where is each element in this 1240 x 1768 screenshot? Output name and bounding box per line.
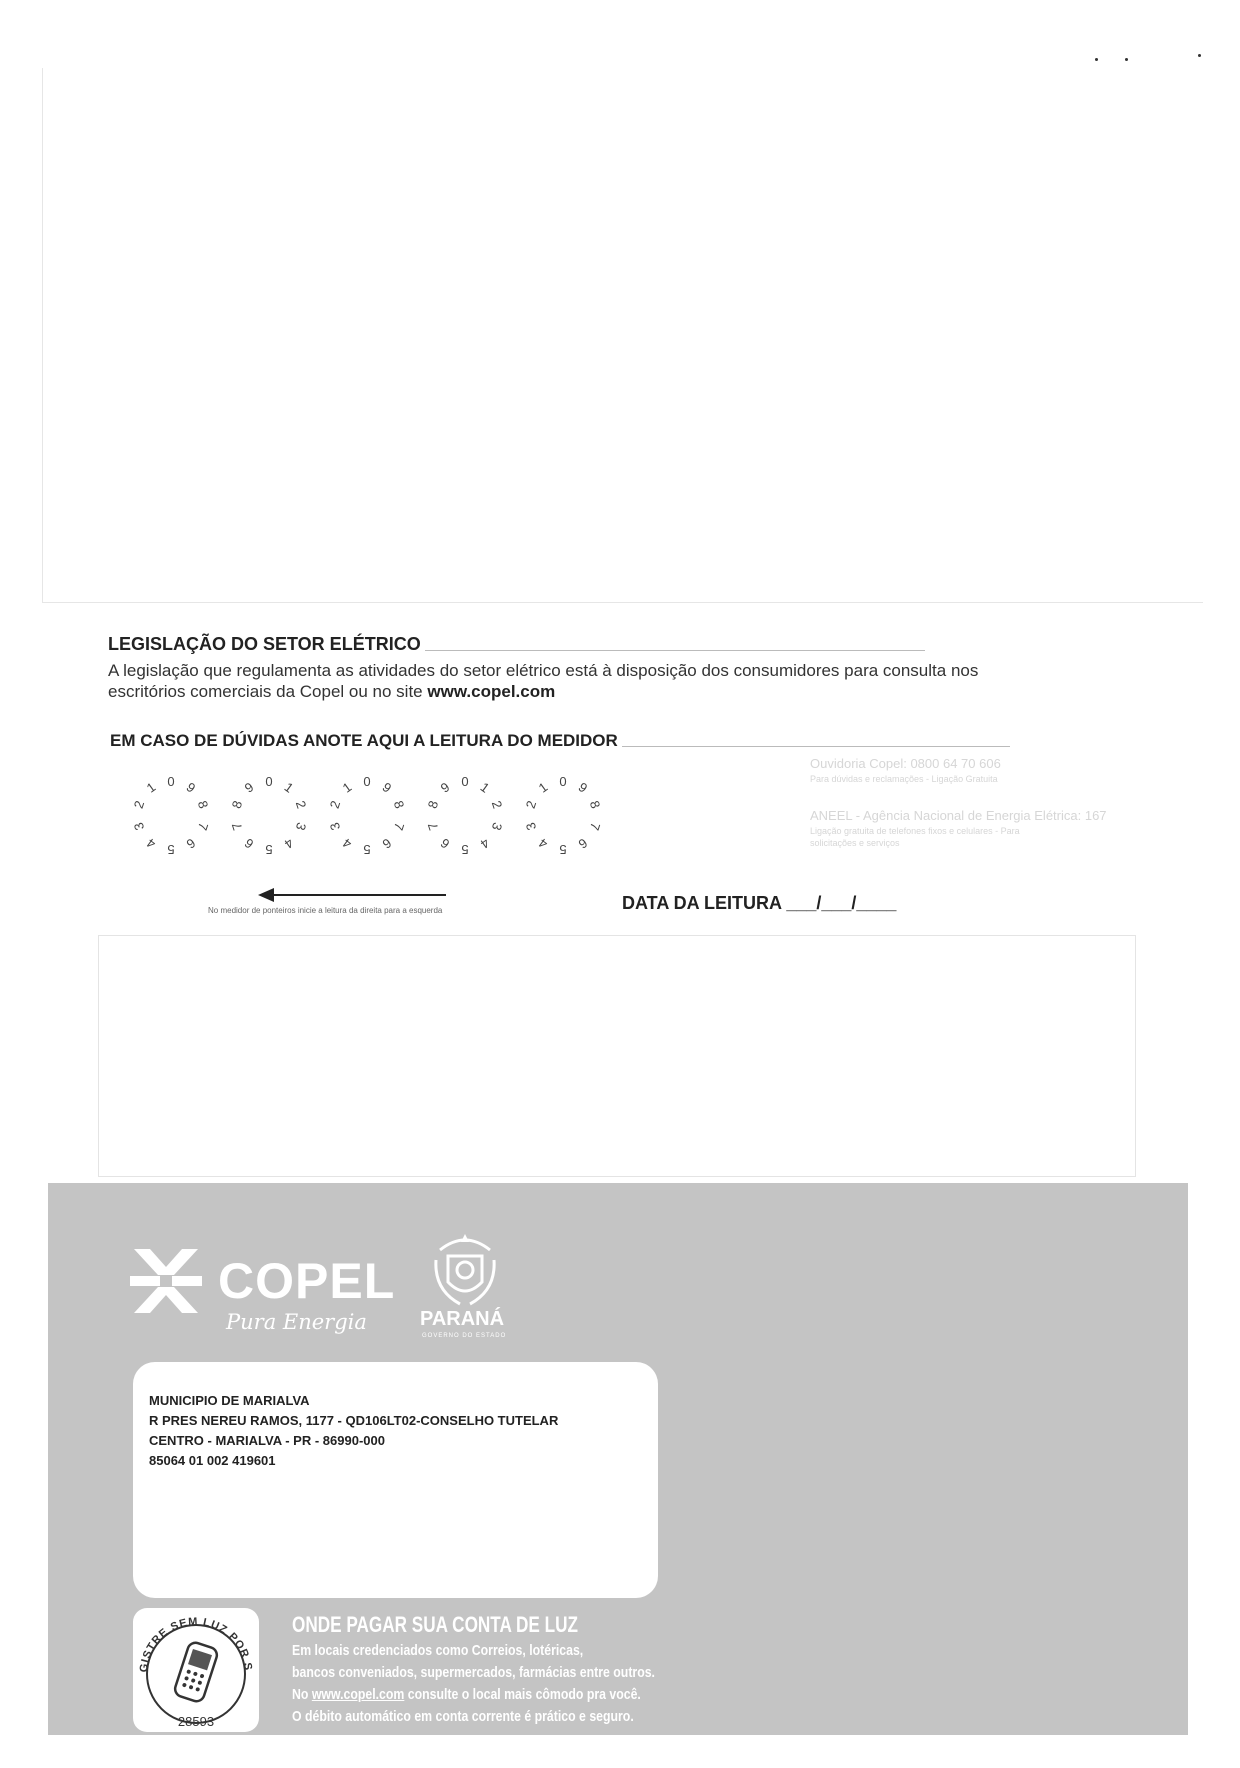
blank-message-box (98, 935, 1136, 1177)
meter-dials (130, 775, 630, 875)
meter-dial-digit: 9 (379, 779, 395, 797)
sms-number: 28593 (177, 1714, 215, 1729)
meter-dial-digit: 8 (587, 799, 604, 811)
blank-print-area (42, 68, 1203, 603)
meter-dial-digit: 9 (437, 779, 453, 797)
meter-dial-digit: 1 (339, 779, 355, 797)
reading-date-blank[interactable]: ___/___/____ (786, 893, 897, 913)
meter-dial-digit: 5 (461, 842, 469, 857)
meter-dial-digit: 6 (437, 834, 453, 852)
onde-pagar-title: ONDE PAGAR SUA CONTA DE LUZ (292, 1612, 579, 1637)
meter-dial-digit: 0 (559, 774, 567, 789)
address-code: 85064 01 002 419601 (149, 1453, 276, 1468)
meter-dial-digit: 9 (183, 779, 199, 797)
meter-dial (424, 775, 506, 857)
aneel-contact-sub: solicitações e serviços (810, 838, 900, 848)
parana-wordmark: PARANÁ (420, 1308, 505, 1330)
meter-dial-digit: 0 (363, 774, 371, 789)
meter-dial-digit: 1 (535, 779, 551, 797)
copel-site-link[interactable]: www.copel.com (427, 682, 556, 701)
arrow-caption: No medidor de ponteiros inicie a leitura da direita para a esquerda (208, 906, 443, 915)
legislacao-title: LEGISLAÇÃO DO SETOR ELÉTRICO (108, 634, 925, 655)
address-window (133, 1362, 658, 1598)
meter-dial-digit: 1 (281, 779, 297, 797)
meter-dial-digit: 0 (461, 774, 469, 789)
meter-dial-digit: 7 (195, 820, 212, 832)
onde-pagar-line: O débito automático em conta corrente é prático e seguro. (292, 1708, 634, 1725)
meter-dial-digit: 4 (339, 834, 355, 852)
meter-dial-digit: 2 (130, 799, 147, 811)
meter-dial-digit: 3 (489, 820, 506, 832)
left-arrow-icon (258, 888, 446, 902)
meter-dial-digit: 3 (522, 820, 539, 832)
meter-dial-digit: 5 (363, 842, 371, 857)
meter-dial-digit: 0 (265, 774, 273, 789)
copel-site-link[interactable]: www.copel.com (311, 1686, 405, 1703)
address-city: CENTRO - MARIALVA - PR - 86990-000 (149, 1433, 385, 1448)
meter-reading-title: EM CASO DE DÚVIDAS ANOTE AQUI A LEITURA DO MEDIDOR (110, 731, 1010, 751)
meter-dial-digit: 4 (477, 834, 493, 852)
copel-tagline: Pura Energia (226, 1310, 367, 1334)
meter-dial-digit: 5 (167, 842, 175, 857)
meter-dial-digit: 5 (559, 842, 567, 857)
sms-badge-text: GISTRE SEM LUZ POR S (137, 1615, 255, 1674)
meter-dial-digit: 7 (391, 820, 408, 832)
meter-dial-digit: 8 (195, 799, 212, 811)
meter-dial-digit: 1 (477, 779, 493, 797)
meter-dial-digit: 6 (379, 834, 395, 852)
ouvidoria-contact: Ouvidoria Copel: 0800 64 70 606 (810, 756, 1001, 771)
meter-dial-digit: 2 (293, 799, 310, 811)
addressee-name: MUNICIPIO DE MARIALVA (149, 1393, 310, 1408)
ouvidoria-contact-sub: Para dúvidas e reclamações - Ligação Gratuita (810, 774, 998, 784)
meter-dial-digit: 6 (575, 834, 591, 852)
onde-pagar-line: No www.copel.com consulte o local mais cômodo pra você. (292, 1686, 641, 1703)
parana-coat-of-arms-icon (430, 1230, 500, 1308)
meter-dial-digit: 3 (130, 820, 147, 832)
phone-icon (133, 1608, 259, 1732)
aneel-contact-sub: Ligação gratuita de telefones fixos e celulares - Para (810, 826, 1020, 836)
meter-dial-digit: 7 (228, 820, 245, 832)
scan-speck (1095, 58, 1098, 61)
meter-dial-digit: 5 (265, 842, 273, 857)
onde-pagar-line: Em locais credenciados como Correios, lotéricas, (292, 1642, 584, 1659)
scan-speck (1125, 58, 1128, 61)
meter-dial-digit: 6 (183, 834, 199, 852)
meter-dial (228, 775, 310, 857)
meter-dial-digit: 1 (143, 779, 159, 797)
address-street: R PRES NEREU RAMOS, 1177 - QD106LT02-CONSELHO TUTELAR (149, 1413, 559, 1428)
meter-dial-digit: 7 (424, 820, 441, 832)
meter-dial-digit: 8 (228, 799, 245, 811)
meter-dial-digit: 4 (143, 834, 159, 852)
scan-speck (1198, 54, 1201, 57)
meter-dial-digit: 2 (326, 799, 343, 811)
meter-dial-digit: 3 (293, 820, 310, 832)
meter-dial-digit: 8 (391, 799, 408, 811)
meter-dial-digit: 8 (424, 799, 441, 811)
aneel-contact: ANEEL - Agência Nacional de Energia Elétrica: 167 (810, 808, 1107, 823)
meter-dial-digit: 3 (326, 820, 343, 832)
legislacao-text: A legislação que regulamenta as atividades do setor elétrico está à disposição dos consumidores para consulta nos escritórios comerciais da Copel ou no site www.copel.com (108, 661, 979, 701)
meter-dial-digit: 4 (281, 834, 297, 852)
meter-dial-digit: 2 (522, 799, 539, 811)
reading-date: DATA DA LEITURA ___/___/____ (622, 893, 897, 913)
copel-logo-icon (130, 1245, 202, 1317)
copel-wordmark: COPEL (218, 1253, 396, 1309)
meter-dial (326, 775, 408, 857)
meter-dial-digit: 2 (489, 799, 506, 811)
parana-subtitle: GOVERNO DO ESTADO (422, 1333, 507, 1339)
meter-dial (130, 775, 212, 857)
meter-dial-digit: 6 (241, 834, 257, 852)
meter-dial (522, 775, 604, 857)
meter-dial-digit: 7 (587, 820, 604, 832)
meter-dial-digit: 9 (241, 779, 257, 797)
onde-pagar-line: bancos conveniados, supermercados, farmácias entre outros. (292, 1664, 655, 1681)
meter-dial-digit: 9 (575, 779, 591, 797)
sms-badge (133, 1608, 259, 1732)
meter-dial-digit: 4 (535, 834, 551, 852)
meter-dial-digit: 0 (167, 774, 175, 789)
